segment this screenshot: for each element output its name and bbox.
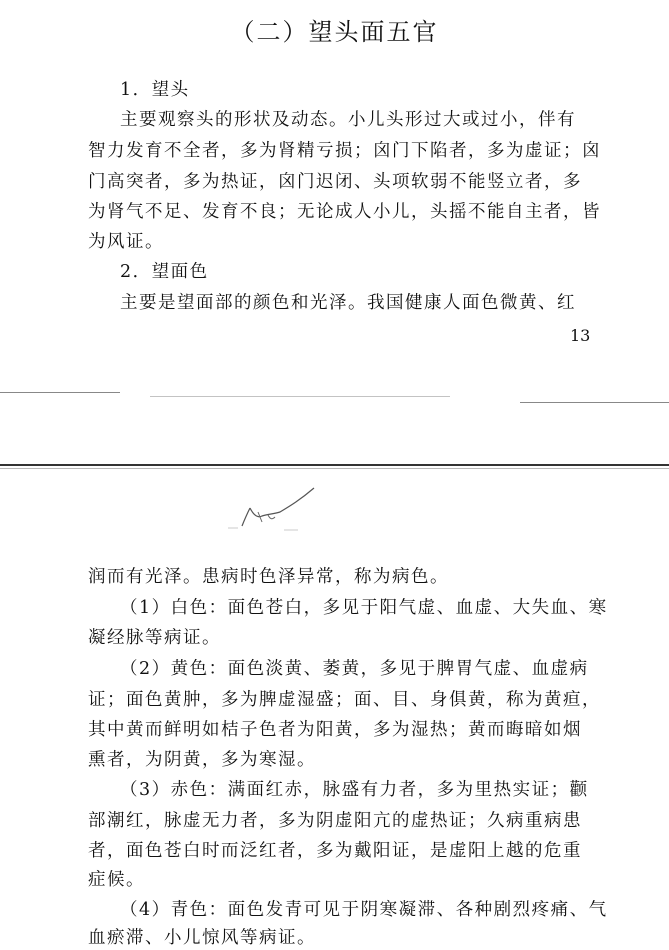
- paragraph-line: （3）赤色：满面红赤，脉盛有力者，多为里热实证；颧: [120, 780, 589, 800]
- section-title: （二）望头面五官: [230, 18, 439, 46]
- paragraph-line: 为肾气不足、发育不良；无论成人小儿，头摇不能自主者，皆: [88, 202, 601, 222]
- paragraph-line: 血瘀滞、小儿惊风等病证。: [88, 928, 316, 948]
- scan-artifact-line: [0, 392, 120, 393]
- paragraph-line: 主要观察头的形状及动态。小儿头形过大或过小，伴有: [120, 110, 576, 130]
- bottom-page: [0, 452, 669, 950]
- paragraph-line: （2）黄色：面色淡黄、萎黄，多见于脾胃气虚、血虚病: [120, 659, 589, 679]
- paragraph-line: 其中黄而鲜明如桔子色者为阳黄，多为湿热；黄而晦暗如烟: [88, 720, 582, 740]
- paragraph-line: 证；面色黄肿，多为脾虚湿盛；面、目、身俱黄，称为黄疸，: [88, 690, 601, 710]
- paragraph-line: 症候。: [88, 870, 145, 890]
- top-page: [0, 0, 669, 412]
- scan-artifact-line: [520, 402, 669, 403]
- handwritten-mark-icon: [228, 482, 328, 532]
- page-number: 13: [570, 326, 591, 345]
- paragraph-line: 熏者，为阴黄，多为寒湿。: [88, 750, 316, 770]
- paragraph-line: 者，面色苍白时而泛红者，多为戴阳证，是虚阳上越的危重: [88, 841, 582, 861]
- scan-artifact-line: [150, 396, 450, 397]
- paragraph-line: 为风证。: [88, 232, 164, 252]
- paragraph-line: 润而有光泽。患病时色泽异常，称为病色。: [88, 567, 449, 587]
- subheading-head: 1．望头: [120, 80, 190, 100]
- paragraph-line: 主要是望面部的颜色和光泽。我国健康人面色微黄、红: [120, 293, 576, 313]
- page-gap: [0, 412, 669, 452]
- paragraph-line: 部潮红，脉虚无力者，多为阴虚阳亢的虚热证；久病重病患: [88, 811, 582, 831]
- scan-artifact-line: [0, 468, 669, 469]
- paragraph-line: （1）白色：面色苍白，多见于阳气虚、血虚、大失血、寒: [120, 598, 608, 618]
- paragraph-line: 凝经脉等病证。: [88, 628, 221, 648]
- paragraph-line: （4）青色：面色发青可见于阴寒凝滞、各种剧烈疼痛、气: [120, 900, 608, 920]
- scan-artifact-line: [0, 464, 669, 466]
- paragraph-line: 门高突者，多为热证，囟门迟闭、头项软弱不能竖立者，多: [88, 172, 582, 192]
- subheading-face-color: 2．望面色: [120, 262, 209, 282]
- paragraph-line: 智力发育不全者，多为肾精亏损；囟门下陷者，多为虚证；囟: [88, 141, 601, 161]
